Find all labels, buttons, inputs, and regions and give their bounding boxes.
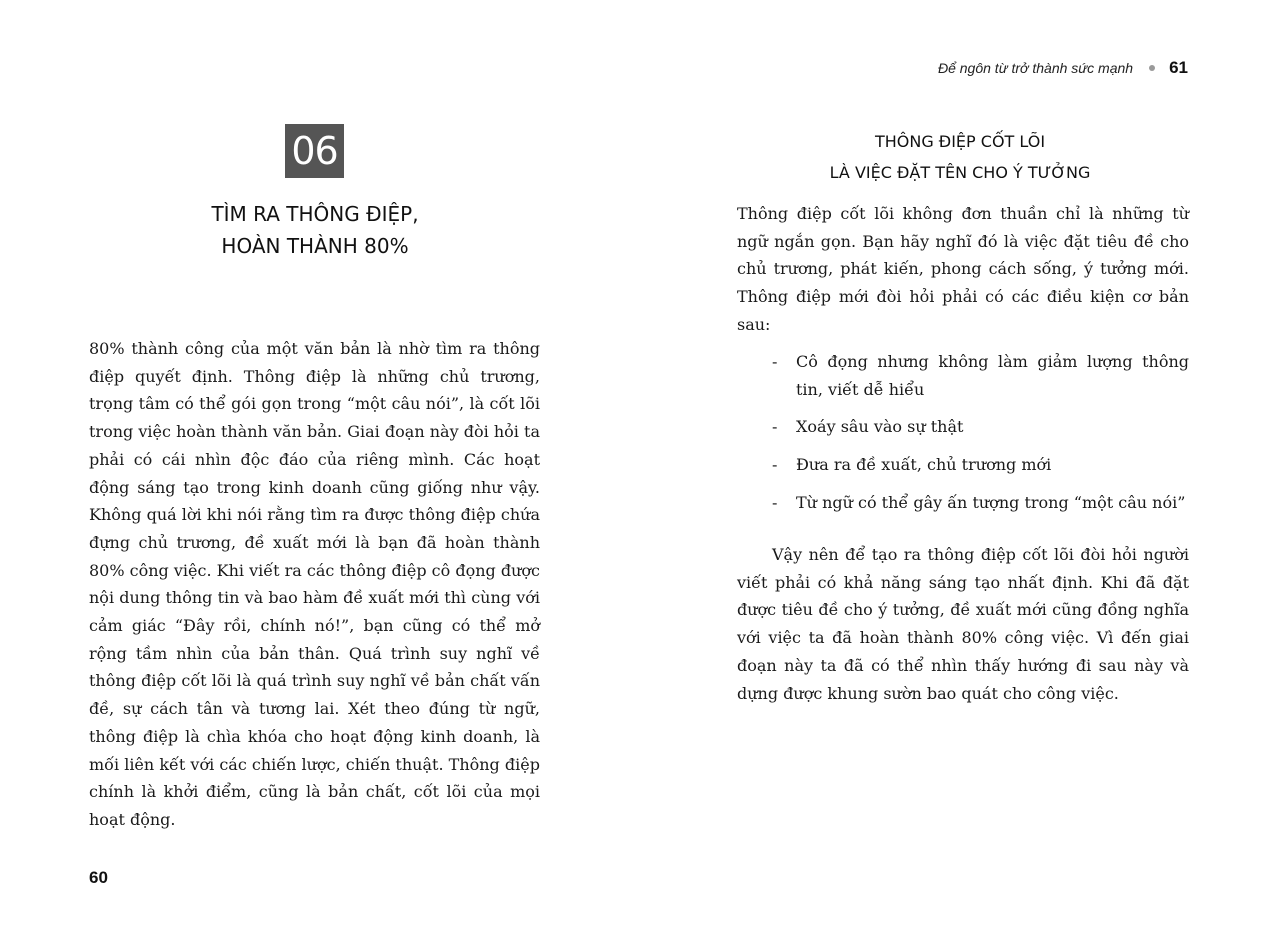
bullet-dash: - — [772, 352, 778, 371]
list-item-text: Từ ngữ có thể gây ấn tượng trong “một câu nói” — [796, 492, 1186, 512]
chapter-title — [100, 198, 530, 262]
running-header — [938, 58, 1188, 78]
section-title-line: LÀ VIỆC ĐẶT TÊN CHO Ý TƯỞNG — [829, 163, 1091, 182]
header-dot-separator — [1149, 65, 1155, 71]
section-title-line: THÔNG ĐIỆP CỐT LÕI — [874, 132, 1046, 151]
chapter-body-text: 80% thành công của một văn bản là nhờ tìm ra thông điệp quyết định. Thông điệp là những chủ trương, trọng tâm có thể gói gọn trong “một câu nói”, là cốt lõi trong việc hoàn thành văn bản. Giai đoạn này đòi hỏi ta phải có cái nhìn độc đáo của riêng mình. Các hoạt động sáng tạo trong kinh doanh cũng giống như vậy. Không quá lời khi nói rằng tìm ra được thông điệp chứa đựng chủ trương, đề xuất mới là bạn đã hoàn thành 80% công việc. Khi viết ra các thông điệp cô đọng được nội dung thông tin và bao hàm đề xuất mới thì cùng với cảm giác “Đây rồi, chính nó!”, bạn cũng có thể mở rộng tầm nhìn của bản thân. Quá trình suy nghĩ về thông điệp cốt lõi là quá trình suy nghĩ về bản chất vấn đề, sự cách tân và tương lai. Xét theo đúng từ ngữ, thông điệp là chìa khóa cho hoạt động kinh doanh, là mối liên kết với các chiến lược, chiến thuật. Thông điệp chính là khởi điểm, cũng là bản chất, cốt lõi của mọi hoạt động. — [89, 339, 540, 829]
list-item — [737, 489, 1189, 517]
chapter-number-badge: 06 — [285, 124, 344, 178]
running-header-title: Để ngôn từ trở thành sức mạnh — [937, 60, 1134, 76]
section-title — [740, 126, 1180, 188]
page-number-right: 61 — [1169, 58, 1188, 77]
list-item-text: Cô đọng nhưng không làm giảm lượng thông tin, viết dễ hiểu — [796, 352, 1189, 399]
list-item-text: Đưa ra đề xuất, chủ trương mới — [796, 455, 1052, 475]
list-item — [737, 348, 1189, 403]
list-item — [737, 413, 1189, 441]
intro-paragraph: Thông điệp cốt lõi không đơn thuần chỉ là những từ ngữ ngắn gọn. Bạn hãy nghĩ đó là việc đặt tiêu đề cho chủ trương, phát kiến, phong cách sống, ý tưởng mới. Thông điệp mới đòi hỏi phải có các điều kiện cơ bản sau: — [737, 204, 1189, 334]
bullet-dash: - — [772, 492, 778, 512]
bullet-dash: - — [772, 417, 778, 437]
conditions-list — [737, 348, 1189, 527]
right-page — [640, 0, 1280, 934]
bullet-dash: - — [772, 455, 778, 475]
chapter-title-line: TÌM RA THÔNG ĐIỆP, — [211, 202, 419, 226]
list-item-text: Xoáy sâu vào sự thật — [796, 417, 964, 437]
conclusion-paragraph: Vậy nên để tạo ra thông điệp cốt lõi đòi hỏi người viết phải có khả năng sáng tạo nhất định. Khi đã đặt được tiêu đề cho ý tưởng, đề xuất mới cũng đồng nghĩa với việc ta đã hoàn thành 80% công việc. Vì đến giai đoạn này ta đã có thể nhìn thấy hướng đi sau này và dựng được khung sườn bao quát cho công việc. — [737, 545, 1189, 703]
page-number-left: 60 — [89, 868, 108, 887]
list-item — [737, 451, 1189, 479]
chapter-title-line: HOÀN THÀNH 80% — [221, 234, 409, 258]
